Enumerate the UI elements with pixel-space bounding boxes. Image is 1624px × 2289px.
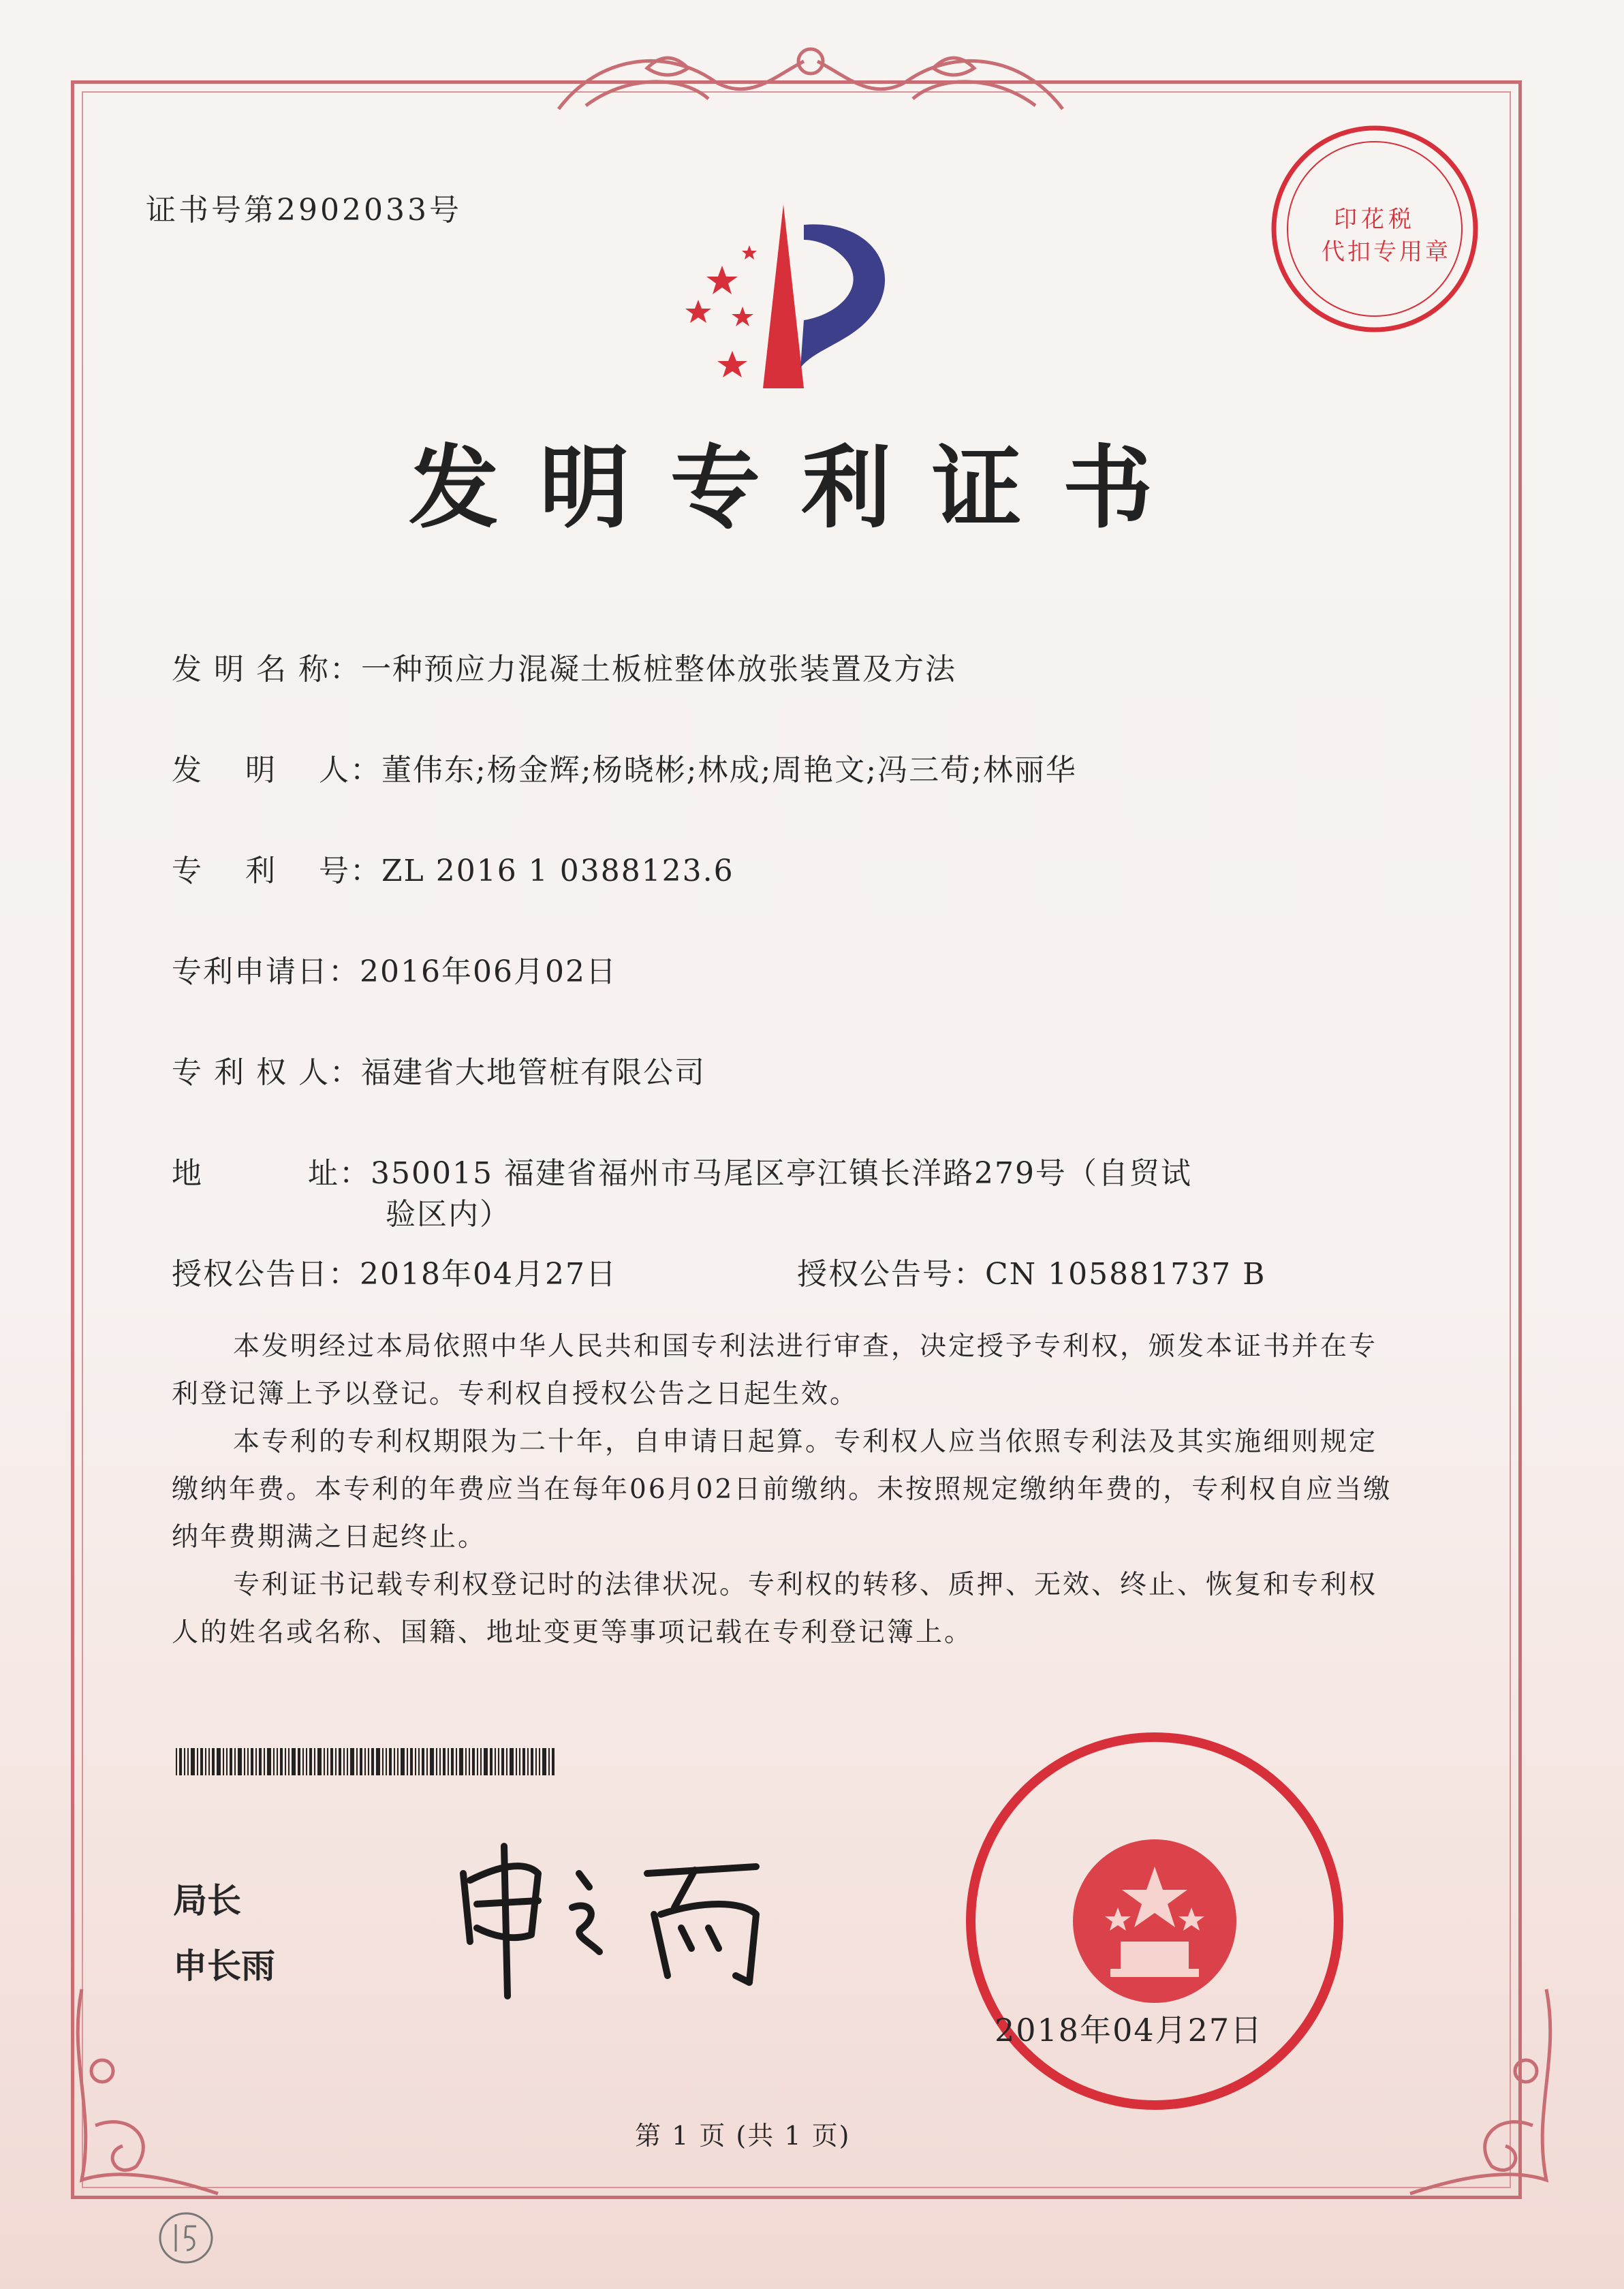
grant-date-row [172,1249,617,1293]
barcode-bar [527,1748,529,1775]
barcode-bar [389,1748,392,1775]
barcode-bar [176,1748,177,1775]
barcode-bar [277,1748,278,1775]
barcode-bar [422,1748,424,1775]
seal-date: 2018年04月27日 [995,2012,1264,2049]
address-row [172,1149,1192,1192]
barcode-bar [415,1748,416,1775]
barcode-bar [531,1748,533,1775]
barcode-bar [439,1748,441,1775]
barcode-bar [208,1748,210,1775]
barcode-bar [510,1748,514,1775]
invention-name-row [172,644,956,688]
address-value-line2: 验区内） [386,1197,511,1232]
barcode-bar [234,1748,236,1775]
application-date-label: 专利申请日： [172,954,360,989]
barcode-bar [226,1748,228,1775]
barcode-bar [426,1748,428,1775]
handwritten-circle-mark-icon [155,2207,217,2269]
official-seal [957,1724,1352,2119]
address-row-continued [386,1189,511,1233]
barcode-bar [264,1748,265,1775]
barcode-bar [339,1748,341,1775]
barcode-bar [436,1748,437,1775]
paragraph-2: 本专利的专利权期限为二十年，自申请日起算。专利权人应当依照专利法及其实施细则规定缴纳年费。本专利的年费应当在每年06月02日前缴纳。未按照规定缴纳年费的，专利权自应当缴纳年费期满之日起终止。 [172,1427,1392,1553]
barcode-bar [430,1748,434,1775]
barcode-bar [200,1748,203,1775]
barcode-bar [280,1748,283,1775]
barcode-bar [397,1748,399,1775]
grant-number-value: CN 105881737 B [985,1257,1266,1292]
barcode-bar [205,1748,206,1775]
grant-number-row [797,1249,1266,1293]
barcode-bar [197,1748,198,1775]
grant-date-label: 授权公告日： [172,1257,360,1292]
tax-stamp [1266,120,1484,338]
grant-number-label: 授权公告号： [797,1257,985,1292]
inventors-value: 董伟东;杨金辉;杨晓彬;林成;周艳文;冯三苟;林丽华 [381,753,1077,788]
barcode-bar [273,1748,275,1775]
invention-name-value: 一种预应力混凝土板桩整体放张装置及方法 [360,652,956,687]
top-ornament-icon [545,34,1076,123]
barcode-bar [317,1748,322,1775]
barcode-bar [401,1748,405,1775]
barcode-bar [459,1748,463,1775]
barcode-bar [335,1748,337,1775]
barcode-bar [465,1748,467,1775]
barcode [176,1748,593,1775]
barcode-bar [498,1748,499,1775]
inventors-label: 发 明 人： [172,753,381,788]
barcode-bar [347,1748,348,1775]
barcode-bar [407,1748,408,1775]
barcode-bar [285,1748,286,1775]
signatory-title: 局长 [173,1881,241,1920]
barcode-bar [267,1748,271,1775]
barcode-bar [456,1748,457,1775]
application-date-value: 2016年06月02日 [360,954,617,989]
barcode-bar [244,1748,245,1775]
barcode-bar [247,1748,249,1775]
barcode-bar [314,1748,315,1775]
barcode-bar [330,1748,333,1775]
barcode-bar [223,1748,224,1775]
barcode-bar [410,1748,413,1775]
paragraph-3: 专利证书记载专利权登记时的法律状况。专利权的转移、质押、无效、终止、恢复和专利权人的姓名或名称、国籍、地址变更等事项记载在专利登记簿上。 [172,1570,1378,1648]
barcode-bar [495,1748,496,1775]
barcode-bar [187,1748,189,1775]
barcode-bar [522,1748,525,1775]
barcode-bar [490,1748,493,1775]
barcode-bar [350,1748,354,1775]
barcode-bar [539,1748,540,1775]
barcode-bar [212,1748,215,1775]
barcode-bar [288,1748,290,1775]
barcode-bar [376,1748,380,1775]
barcode-bar [324,1748,325,1775]
barcode-bar [552,1748,555,1775]
barcode-bar [184,1748,185,1775]
page-title: 发明专利证书 [409,435,1193,541]
handwritten-signature-icon [443,1833,824,2010]
bottom-right-ornament-icon [1396,1976,1574,2207]
barcode-bar [386,1748,387,1775]
barcode-bar [368,1748,369,1775]
barcode-bar [217,1748,221,1775]
barcode-bar [548,1748,550,1775]
barcode-bar [191,1748,195,1775]
barcode-bar [394,1748,395,1775]
barcode-bar [238,1748,242,1775]
inventors-row [172,745,1077,789]
barcode-bar [306,1748,307,1775]
barcode-bar [443,1748,446,1775]
barcode-bar [259,1748,262,1775]
barcode-bar [251,1748,253,1775]
patent-number-row [172,846,734,890]
invention-name-label: 发 明 名 称： [172,652,361,687]
grant-date-value: 2018年04月27日 [360,1257,617,1292]
bottom-left-ornament-icon [54,1976,232,2207]
page-number: 第 1 页 (共 1 页) [635,2121,851,2151]
barcode-bar [302,1748,304,1775]
barcode-bar [535,1748,537,1775]
barcode-bar [309,1748,312,1775]
application-date-row [172,947,617,991]
tax-stamp-center-line1: 印花税 [1334,206,1416,233]
barcode-bar [472,1748,475,1775]
tax-stamp-center-line2: 代扣专用章 [1322,238,1451,266]
address-value-line1: 350015 福建省福州市马尾区亭江镇长洋路279号（自贸试 [371,1156,1192,1191]
barcode-bar [327,1748,328,1775]
barcode-bar [448,1748,449,1775]
barcode-bar [480,1748,482,1775]
patentee-value: 福建省大地管桩有限公司 [360,1055,706,1090]
barcode-bar [451,1748,454,1775]
patentee-row [172,1048,706,1091]
national-emblem-icon [957,1724,1352,2119]
barcode-bar [382,1748,384,1775]
barcode-bar [506,1748,507,1775]
barcode-bar [255,1748,257,1775]
certificate-number: 证书号第2902033号 [146,193,462,228]
barcode-bar [371,1748,374,1775]
barcode-bar [292,1748,296,1775]
barcode-bar [356,1748,358,1775]
paragraph-1: 本发明经过本局依照中华人民共和国专利法进行审查，决定授予专利权，颁发本证书并在专利登记簿上予以登记。专利权自授权公告之日起生效。 [172,1331,1378,1410]
barcode-bar [519,1748,520,1775]
barcode-bar [179,1748,182,1775]
patent-office-logo-icon [668,198,926,402]
barcode-bar [298,1748,300,1775]
barcode-bar [360,1748,362,1775]
barcode-bar [484,1748,488,1775]
barcode-bar [418,1748,420,1775]
patentee-label: 专 利 权 人： [172,1055,361,1090]
barcode-bar [516,1748,517,1775]
barcode-bar [343,1748,345,1775]
barcode-bar [230,1748,232,1775]
barcode-bar [364,1748,366,1775]
barcode-bar [542,1748,546,1775]
barcode-bar [501,1748,504,1775]
address-label: 地 址： [172,1156,371,1191]
barcode-bar [477,1748,478,1775]
barcode-bar [469,1748,470,1775]
signatory-name: 申长雨 [173,1946,275,1986]
patent-number-value: ZL 2016 1 0388123.6 [381,854,734,888]
patent-number-label: 专 利 号： [172,854,381,888]
